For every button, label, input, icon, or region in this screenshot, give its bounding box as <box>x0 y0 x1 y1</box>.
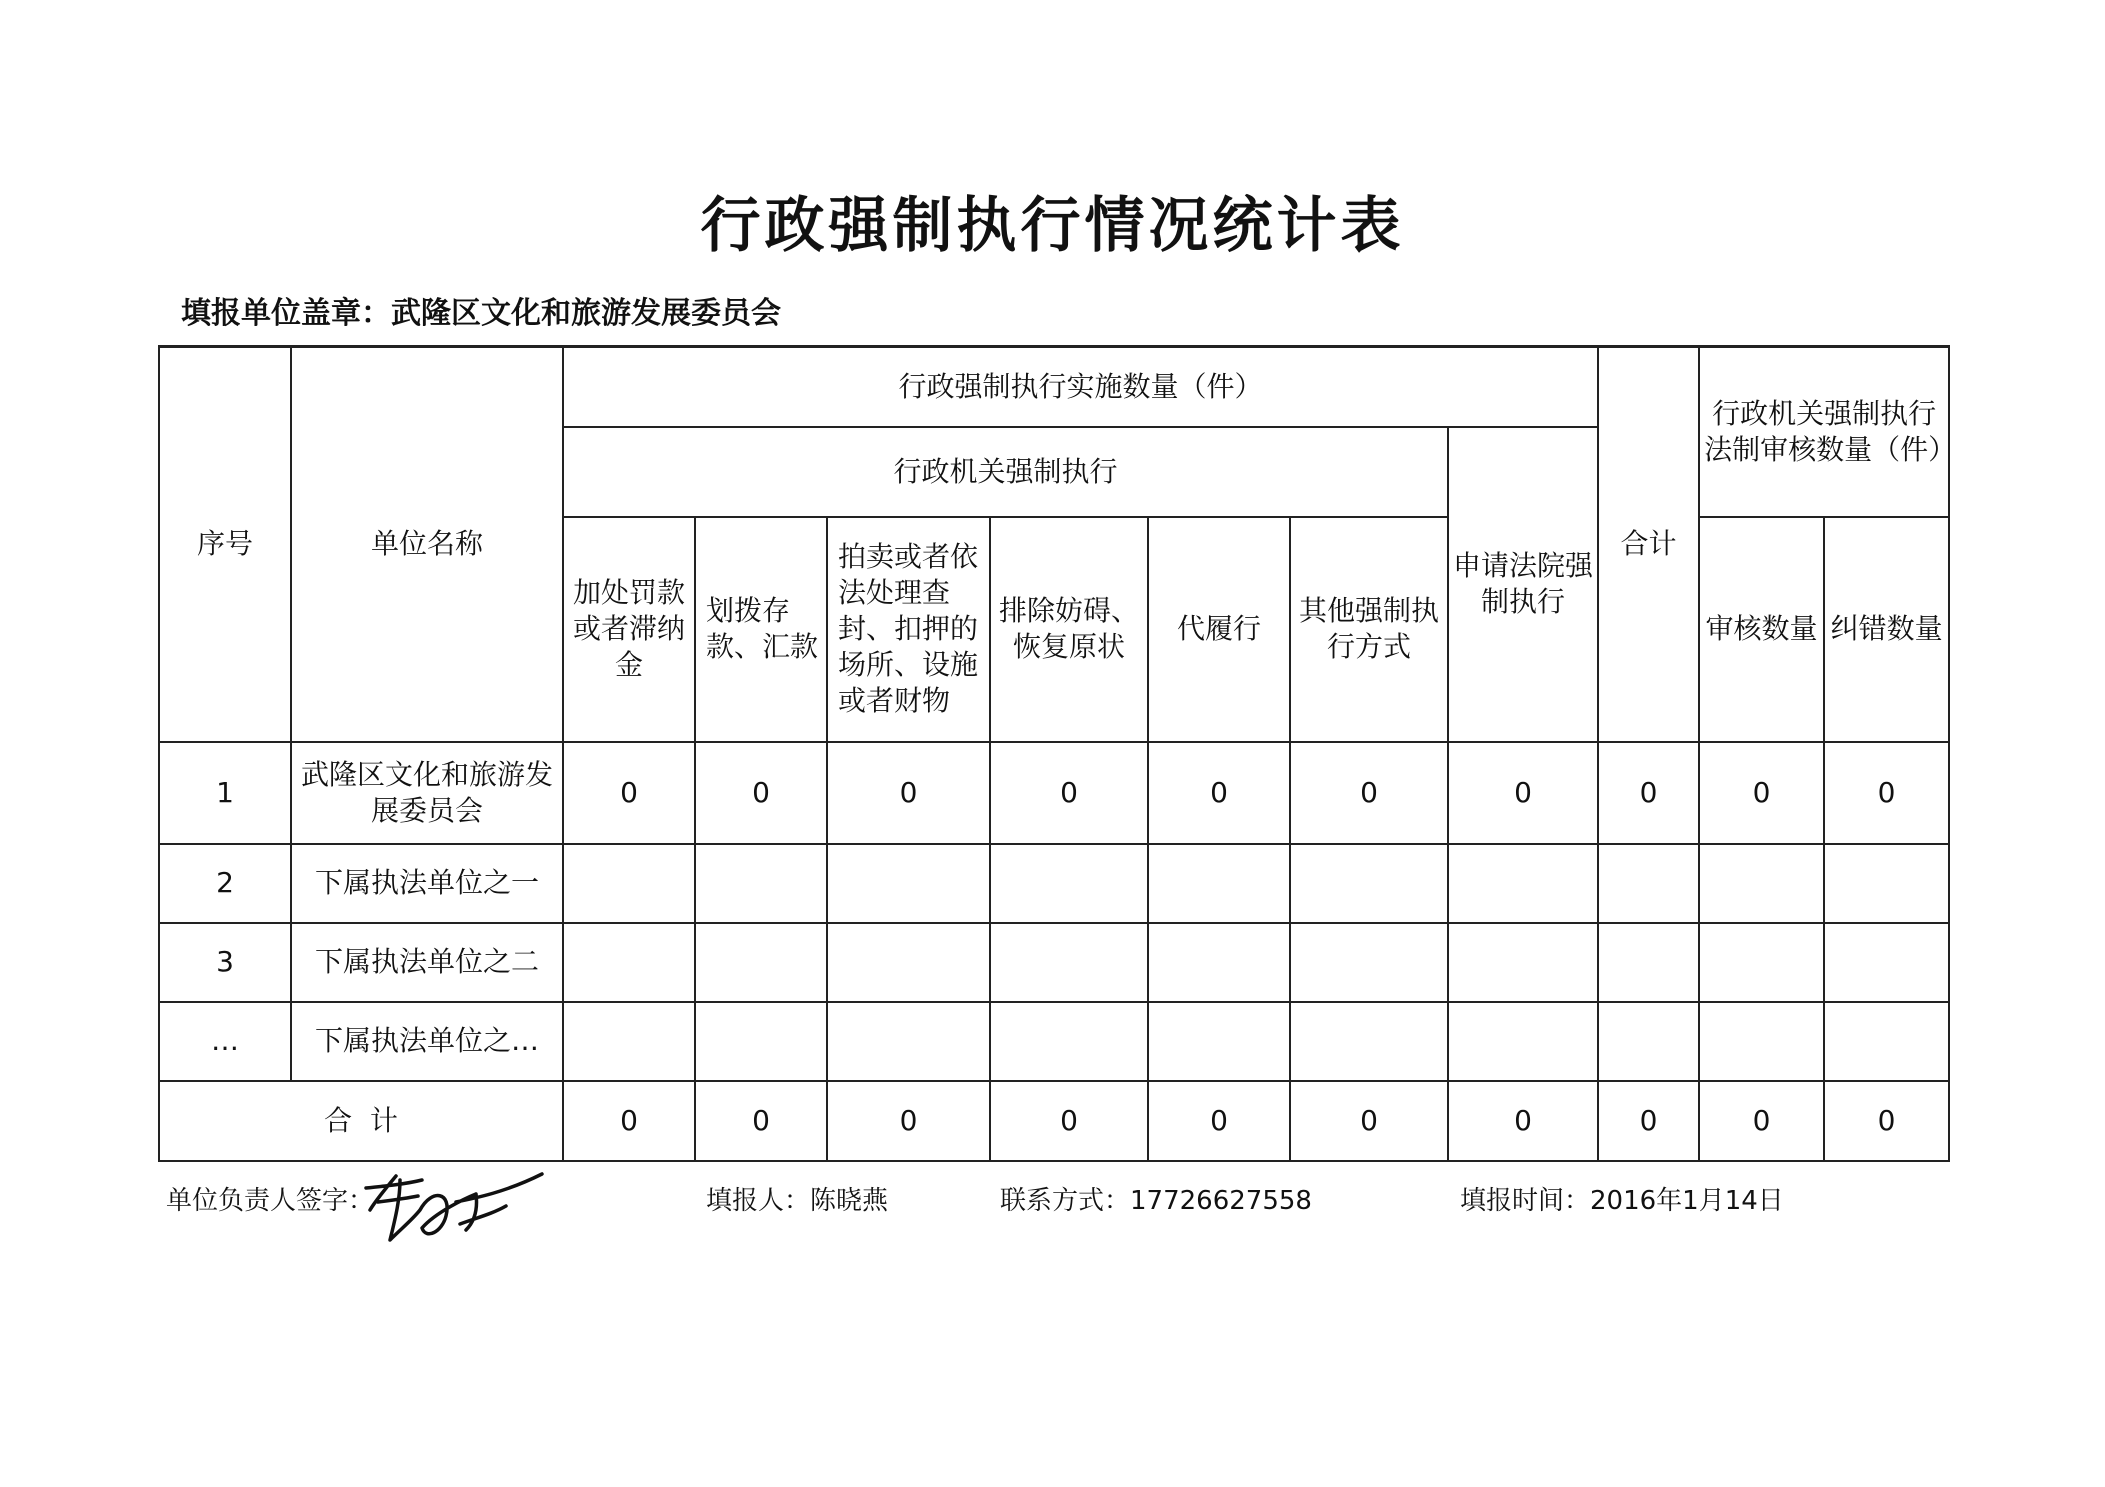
signature-image <box>356 1158 556 1248</box>
cell-value <box>827 1002 990 1081</box>
cell-value: 0 <box>563 1081 695 1161</box>
cell-value <box>1448 923 1598 1002</box>
cell-value <box>1148 844 1290 923</box>
row-unit-name: 下属执法单位之二 <box>291 923 563 1002</box>
cell-value <box>563 844 695 923</box>
cell-value <box>990 844 1148 923</box>
signer-label: 单位负责人签字： <box>166 1186 375 1216</box>
table-row <box>159 844 1949 923</box>
cell-value <box>1598 844 1699 923</box>
row-seq: 1 <box>159 742 291 844</box>
cell-value <box>1598 1002 1699 1081</box>
cell-value <box>1699 923 1824 1002</box>
table-row <box>159 923 1949 1002</box>
cell-value: 0 <box>1699 742 1824 844</box>
table-row <box>159 742 1949 844</box>
table-row <box>159 1002 1949 1081</box>
header-substitute: 代履行 <box>1148 517 1290 742</box>
cell-value: 0 <box>827 742 990 844</box>
header-correct-count: 纠错数量 <box>1824 517 1949 742</box>
contact-label: 联系方式：17726627558 <box>1000 1186 1312 1216</box>
row-seq: 3 <box>159 923 291 1002</box>
row-unit-name: 下属执法单位之… <box>291 1002 563 1081</box>
reporting-unit: 填报单位盖章：武隆区文化和旅游发展委员会 <box>181 296 781 331</box>
cell-value <box>1290 844 1448 923</box>
row-seq: … <box>159 1002 291 1081</box>
cell-value: 0 <box>990 1081 1148 1161</box>
row-seq: 2 <box>159 844 291 923</box>
header-total: 合计 <box>1598 347 1699 742</box>
cell-value <box>1290 1002 1448 1081</box>
header-remove: 排除妨碍、恢复原状 <box>990 517 1148 742</box>
cell-value <box>1598 923 1699 1002</box>
cell-value <box>1148 923 1290 1002</box>
cell-value <box>990 1002 1148 1081</box>
header-court: 申请法院强制执行 <box>1448 427 1598 742</box>
cell-value: 0 <box>990 742 1148 844</box>
cell-value: 0 <box>695 742 827 844</box>
header-review-count: 审核数量 <box>1699 517 1824 742</box>
cell-value: 0 <box>1699 1081 1824 1161</box>
cell-value <box>563 1002 695 1081</box>
filler-label: 填报人：陈晓燕 <box>706 1186 889 1216</box>
cell-value <box>1824 923 1949 1002</box>
cell-value <box>1699 1002 1824 1081</box>
cell-value <box>1824 844 1949 923</box>
header-auction: 拍卖或者依法处理查封、扣押的场所、设施或者财物 <box>827 517 990 742</box>
header-fine: 加处罚款或者滞纳金 <box>563 517 695 742</box>
header-seq: 序号 <box>159 347 291 742</box>
cell-value <box>1448 844 1598 923</box>
cell-value: 0 <box>1148 742 1290 844</box>
header-group-review: 行政机关强制执行法制审核数量（件） <box>1699 347 1949 517</box>
cell-value <box>1699 844 1824 923</box>
cell-value <box>827 844 990 923</box>
cell-value: 0 <box>1598 742 1699 844</box>
cell-value: 0 <box>1148 1081 1290 1161</box>
cell-value: 0 <box>1598 1081 1699 1161</box>
cell-value <box>990 923 1148 1002</box>
header-unit-name: 单位名称 <box>291 347 563 742</box>
cell-value: 0 <box>1290 1081 1448 1161</box>
statistics-table <box>158 345 1957 1162</box>
header-other: 其他强制执行方式 <box>1290 517 1448 742</box>
cell-value <box>1148 1002 1290 1081</box>
cell-value <box>1448 1002 1598 1081</box>
cell-value <box>695 923 827 1002</box>
cell-value: 0 <box>1448 1081 1598 1161</box>
cell-value: 0 <box>563 742 695 844</box>
cell-value: 0 <box>1824 1081 1949 1161</box>
total-label: 合 计 <box>159 1081 563 1161</box>
cell-value: 0 <box>1448 742 1598 844</box>
row-unit-name: 武隆区文化和旅游发展委员会 <box>291 742 563 844</box>
cell-value <box>1824 1002 1949 1081</box>
header-group-admin: 行政机关强制执行 <box>563 427 1448 517</box>
cell-value <box>695 844 827 923</box>
cell-value: 0 <box>1824 742 1949 844</box>
cell-value <box>827 923 990 1002</box>
cell-value <box>1290 923 1448 1002</box>
row-unit-name: 下属执法单位之一 <box>291 844 563 923</box>
cell-value: 0 <box>827 1081 990 1161</box>
page-title: 行政强制执行情况统计表 <box>700 191 1405 261</box>
header-group-main: 行政强制执行实施数量（件） <box>563 347 1598 427</box>
cell-value: 0 <box>695 1081 827 1161</box>
cell-value: 0 <box>1290 742 1448 844</box>
date-label: 填报时间：2016年1月14日 <box>1460 1186 1784 1216</box>
total-row <box>159 1081 1949 1161</box>
cell-value <box>695 1002 827 1081</box>
cell-value <box>563 923 695 1002</box>
header-transfer: 划拨存款、汇款 <box>695 517 827 742</box>
